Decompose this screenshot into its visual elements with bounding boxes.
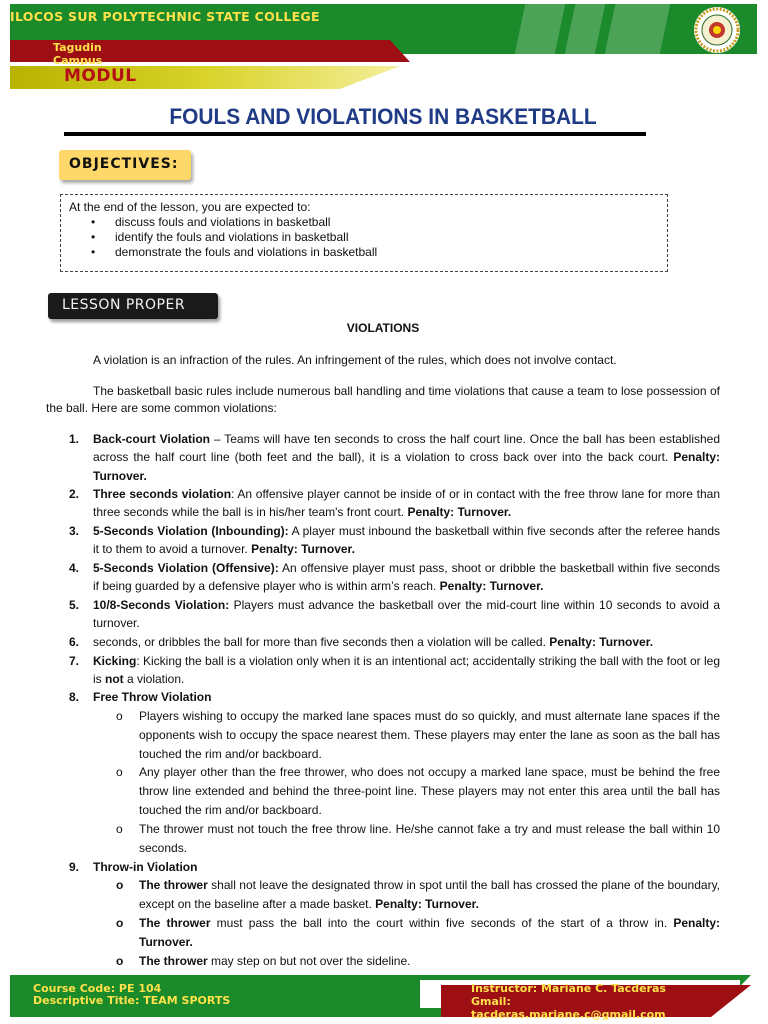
paragraph: A violation is an infraction of the rules. An infringement of the rules, which does not involve contact. [93, 353, 617, 367]
objectives-badge-label: OBJECTIVES: [69, 156, 179, 172]
sub-list-item: o Any player other than the free thrower, who does not occupy a marked lane space, must be behind the free throw line extended and behind the three-point line. These players may not enter this area until the ball has touched the rim and/or backboard. [116, 765, 720, 817]
objectives-badge [59, 150, 191, 180]
instructor-name: Instructor: Mariane C. Tacderas [471, 982, 666, 995]
title-underline [64, 132, 646, 136]
objective-item: • demonstrate the fouls and violations in basketball [91, 245, 378, 259]
list-item: 9. Throw-in Violation [69, 860, 198, 874]
list-item: 3. 5-Seconds Violation (Inbounding): A player must inbound the basketball within five seconds after the referee hands it to them to avoid a turnover. Penalty: Turnover. [69, 524, 721, 557]
objectives-intro: At the end of the lesson, you are expected to: [69, 200, 311, 214]
sub-list-item: o The thrower must pass the ball into the court within five seconds of the start of a throw in. Penalty: Turnover. [116, 916, 720, 949]
bullet: • [91, 245, 96, 259]
sub-list-item: o The thrower shall not leave the designated throw in spot until the ball has crossed the plane of the boundary, except on the baseline after a made basket. Penalty: Turnover. [116, 878, 721, 911]
sub-list-item: o The thrower must not touch the free throw line. He/she cannot fake a try and must release the ball within 10 seconds. [116, 822, 720, 855]
gmail-label: Gmail: [471, 995, 511, 1008]
list-item: 8. Free Throw Violation [69, 690, 212, 704]
section-heading: VIOLATIONS [346, 321, 420, 335]
list-item: 1. Back-court Violation – Teams will have ten seconds to cross the half court line. Once the ball has been established across the half court line (both feet and the ball), it is a violation to cross back over into the back court. Penalty: Turnover. [69, 432, 721, 483]
course-code: Course Code: PE 104 [33, 982, 162, 995]
sub-list-item: o Players wishing to occupy the marked lane spaces must do so quickly, and must alternate lane spaces if the opponents wish to occupy the space nearest them. These players may enter the lane as soon as the ball has touched the rim and/or backboard. [116, 709, 720, 761]
bullet: • [91, 215, 96, 229]
list-item: 6. seconds, or dribbles the ball for more than five seconds then a violation will be called. Penalty: Turnover. [69, 635, 654, 649]
list-item: 5. 10/8-Seconds Violation: Players must advance the basketball over the mid-court line within 10 seconds to avoid a turnover. [69, 598, 721, 631]
sub-list-item: o The thrower may step on but not over the sideline. [116, 954, 411, 968]
objective-item: • identify the fouls and violations in basketball [91, 230, 349, 244]
list-item: 2. Three seconds violation: An offensive player cannot be inside of or in contact with the free throw lane for more than three seconds while the ball is in his/her team's front court. Penalty: Turnover. [69, 487, 720, 520]
list-item: 4. 5-Seconds Violation (Offensive): An offensive player must pass, shoot or dribble the basketball within five seconds if being guarded by a defensive player who is within arm’s reach. Penalty: Turnover. [69, 561, 720, 594]
campus-name: Tagudin Campus [53, 41, 103, 65]
lesson-proper-label: LESSON PROPER [62, 297, 186, 313]
paragraph: The basketball basic rules include numerous ball handling and time violations that cause a team to lose possession of the ball. Here are some common violations: [46, 384, 720, 415]
descriptive-title: Descriptive Title: TEAM SPORTS [33, 994, 231, 1007]
bullet: • [91, 230, 96, 244]
lesson-proper-badge [48, 293, 218, 319]
objective-item: • discuss fouls and violations in basketball [91, 215, 331, 229]
college-name: ILOCOS SUR POLYTECHNIC STATE COLLEGE [10, 9, 320, 24]
gmail-address: tacderas.mariane.c@gmail.com [471, 1008, 666, 1021]
college-seal-icon [690, 5, 744, 55]
list-item: 7. Kicking: Kicking the ball is a violation only when it is an intentional act; accidentally striking the ball with the foot or leg is not a violation. [69, 654, 720, 687]
page-title: FOULS AND VIOLATIONS IN BASKETBALL [169, 104, 597, 129]
module-label: MODUL [64, 66, 137, 86]
